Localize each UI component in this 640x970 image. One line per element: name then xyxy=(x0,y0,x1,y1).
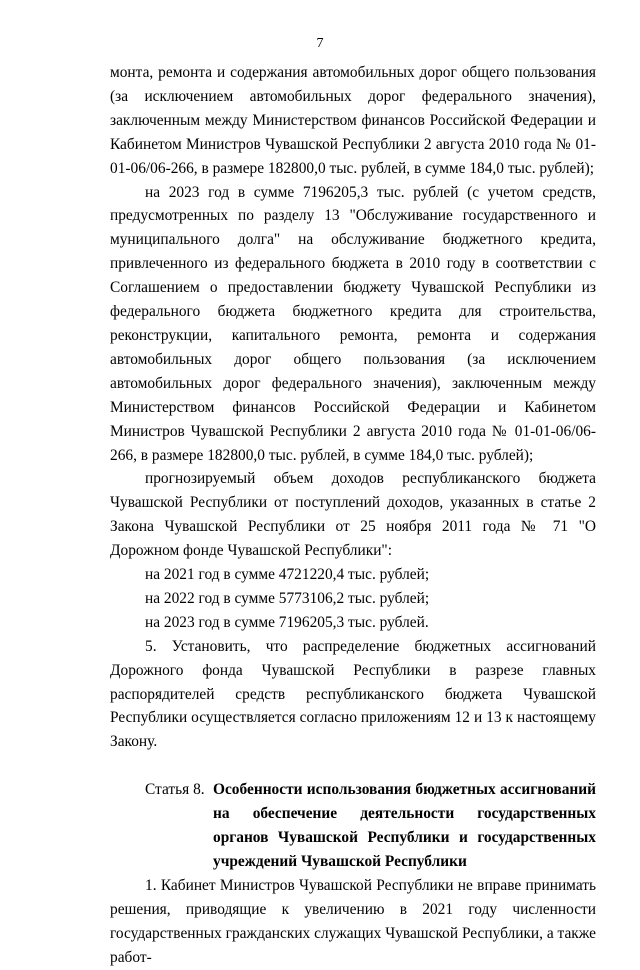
document-body xyxy=(110,61,596,970)
article-heading xyxy=(110,778,596,874)
paragraph-forecast-revenue: прогнозируемый объем доходов республиканского бюджета Чувашской Республики от поступлений доходов, указанных в статье 2 Закона Чувашской Республики от 25 ноября 2011 года № 71 "О Дорожном фонде Чувашской Республики": xyxy=(110,470,596,560)
list-item-2023: на 2023 год в сумме 7196205,3 тыс. рублей. xyxy=(145,613,429,631)
article-label: Статья 8. xyxy=(145,781,205,799)
paragraph-2023-amount: на 2023 год в сумме 7196205,3 тыс. рублей (с учетом средств, предусмотренных по разделу 13 "Обслуживание государственного и муниципального долга" на обслуживание бюджетного кредита, привлеченного из федерального бюджета в 2010 году в соответствии с Соглашением о предоставлении бюджету Чувашской Республики из федерального бюджета бюджетного кредита для строительства, реконструкции, капитального ремонта, ремонта и содержания автомобильных дорог общего пользования (за исключением автомобильных дорог федерального значения), заключенным между Министерством финансов Российской Федерации и Кабинетом Министров Чувашской Республики 2 августа 2010 года № 01-01-06/06-266, в размере 182800,0 тыс. рублей, в сумме 184,0 тыс. рублей); xyxy=(110,183,596,464)
paragraph-item-1: 1. Кабинет Министров Чувашской Республики не вправе принимать решения, приводящие к увеличению в 2021 году численности государственных гражданских служащих Чувашской Республики, а также работ- xyxy=(110,876,597,966)
paragraph-continuation: монта, ремонта и содержания автомобильных дорог общего пользования (за исключением автомобильных дорог федерального значения), заключенным между Министерством финансов Российской Федерации и Кабинетом Министров Чувашской Республики 2 августа 2010 года № 01-01-06/06-266, в размере 182800,0 тыс. рублей, в сумме 184,0 тыс. рублей); xyxy=(110,64,596,177)
list-item-2022: на 2022 год в сумме 5773106,2 тыс. рублей; xyxy=(145,589,430,607)
page-number: 7 xyxy=(316,36,324,51)
article-title: Особенности использования бюджетных ассигнований на обеспечение деятельности государственных органов Чувашской Республики и государственных учреждений Чувашской Республики xyxy=(213,781,596,870)
paragraph-item-5: 5. Установить, что распределение бюджетных ассигнований Дорожного фонда Чувашской Республики в разрезе главных распорядителей средств республиканского бюджета Чувашской Республики осуществляется согласно приложениям 12 и 13 к настоящему Закону. xyxy=(110,637,596,751)
list-item-2021: на 2021 год в сумме 4721220,4 тыс. рублей; xyxy=(145,566,430,584)
